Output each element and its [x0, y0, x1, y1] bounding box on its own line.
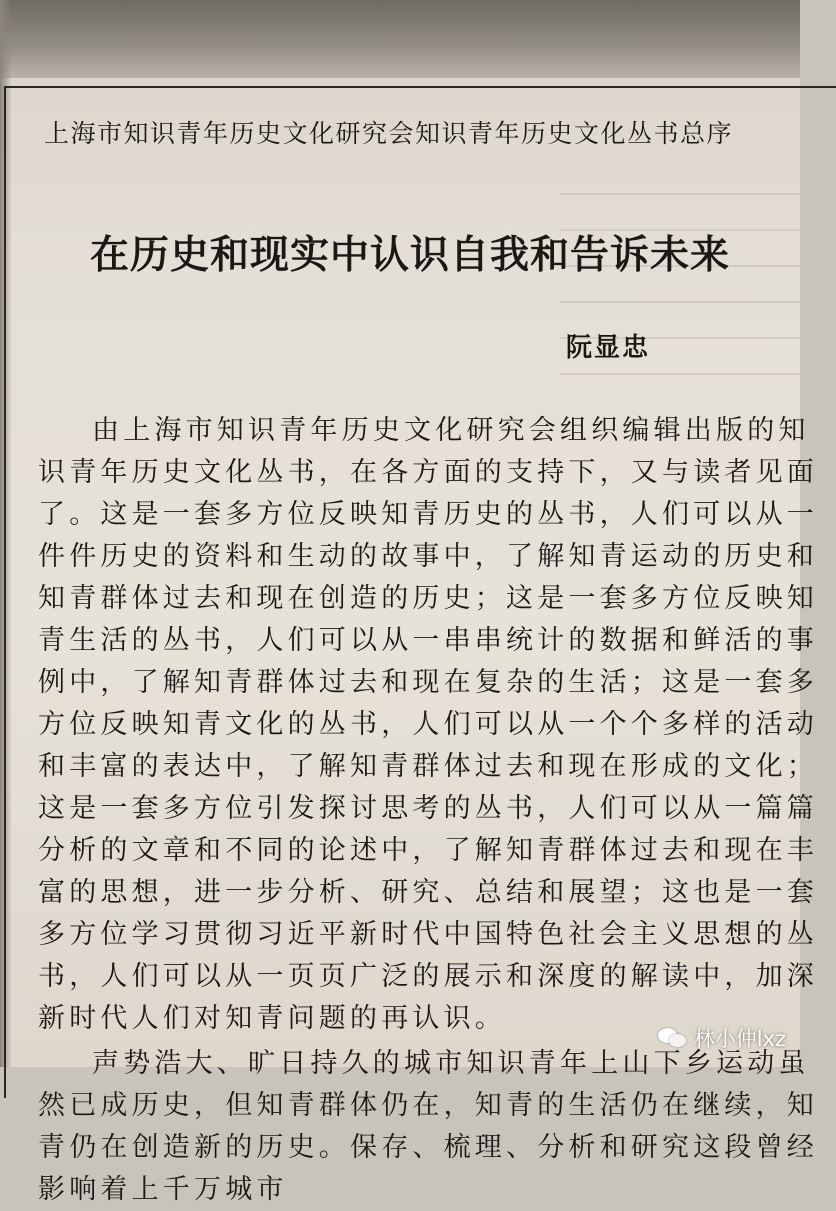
- account-watermark: [658, 1023, 786, 1053]
- body-paragraph: 声势浩大、旷日持久的城市知识青年上山下乡运动虽然已成历史，但知青群体仍在，知青的生活仍在继续，知青仍在创造新的历史。保存、梳理、分析和研究这段曾经影响着上千万城市: [38, 1048, 818, 1205]
- watermark-text: 林小仲lxz: [693, 1027, 786, 1051]
- article-title: 在历史和现实中认识自我和告诉未来: [90, 232, 731, 278]
- article-body: [38, 410, 828, 1211]
- article-author: 阮显忠: [566, 333, 651, 363]
- page-top-shadow: [0, 0, 800, 78]
- wechat-icon: [658, 1026, 688, 1050]
- body-paragraph: 由上海市知识青年历史文化研究会组织编辑出版的知识青年历史文化丛书，在各方面的支持下，又与读者见面了。这是一套多方位反映知青历史的丛书，人们可以从一件件历史的资料和生动的故事中，了解知青运动的历史和知青群体过去和现在创造的历史；这是一套多方位反映知青生活的丛书，人们可以从一串串统计的数据和鲜活的事例中，了解知青群体过去和现在复杂的生活；这是一套多方位反映知青文化的丛书，人们可以从一个个多样的活动和丰富的表达中，了解知青群体过去和现在形成的文化；这是一套多方位引发探讨思考的丛书，人们可以从一篇篇分析的文章和不同的论述中，了解知青群体过去和现在丰富的思想，进一步分析、研究、总结和展望；这也是一套多方位学习贯彻习近平新时代中国特色社会主义思想的丛书，人们可以从一页页广泛的展示和深度的解读中，加深新时代人们对知青问题的再认识。: [38, 415, 818, 1034]
- show-through-text: [560, 175, 800, 405]
- series-title: 上海市知识青年历史文化研究会知识青年历史文化丛书总序: [44, 119, 734, 148]
